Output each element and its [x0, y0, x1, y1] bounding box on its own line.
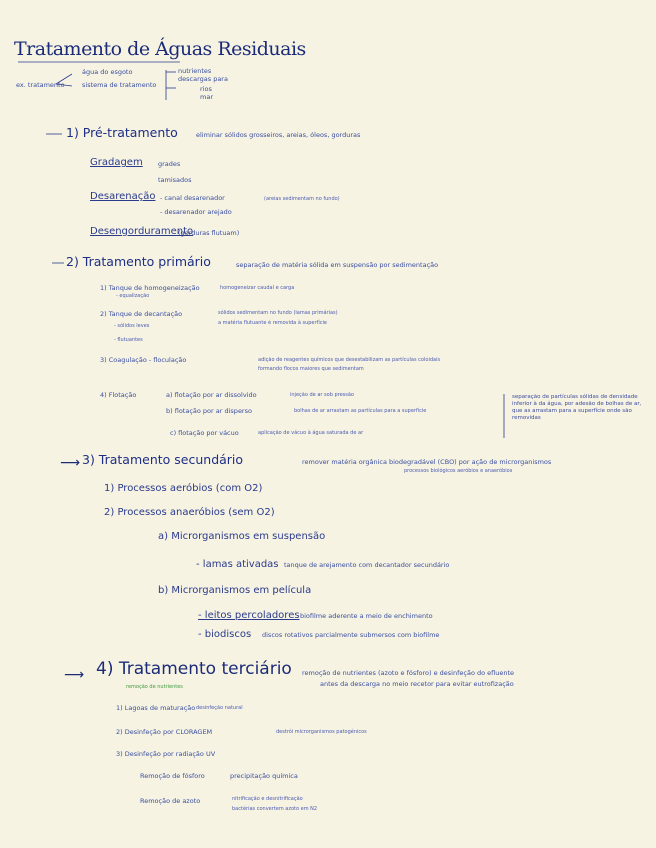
section-4-desc: remoção de nutrientes (azoto e fósforo) e desinfeção do efluente: [302, 669, 515, 677]
s2-item-4-b-desc: bolhas de ar arrastam as partículas para a superfície: [294, 408, 427, 414]
s4-r1-desc: precipitação química: [230, 772, 298, 780]
section-1-heading: 1) Pré-tratamento: [66, 125, 178, 140]
s2-item-2: 2) Tanque de decantação: [100, 310, 183, 318]
s2-item-1-sub: - equalização: [116, 293, 150, 299]
s2-item-1-desc: homogeneizar caudal e carga: [220, 285, 295, 291]
s4-l3: 3) Desinfeção por radiação UV: [116, 750, 216, 758]
section-1-desc: eliminar sólidos grosseiros, areias, óleos, gorduras: [196, 131, 361, 139]
legend-left: ex. tratamento: [16, 81, 65, 89]
legend-b: sistema de tratamento: [82, 81, 157, 89]
s1-tamisados: tamisados: [158, 176, 192, 184]
s2-item-4-a: a) flotação por ar dissolvido: [166, 391, 257, 399]
s3-a1-desc: tanque de arejamento com decantador secundário: [284, 561, 450, 569]
s2-item-1: 1) Tanque de homogeneização: [100, 284, 200, 292]
s2-item-4-a-desc: injeção de ar sob pressão: [290, 392, 354, 398]
section-4-sub: remoção de nutrientes: [126, 684, 183, 690]
page-title: Tratamento de Águas Residuais: [14, 38, 306, 60]
s3-b2: - biodiscos: [198, 629, 252, 640]
s1-desarenacao: Desarenação: [90, 191, 156, 202]
s4-l2-desc: destrói microrganismos patogénicos: [276, 729, 367, 735]
s4-r1: Remoção de fósforo: [140, 772, 205, 780]
section-2-heading: 2) Tratamento primário: [66, 254, 211, 269]
s2-item-2-desc: sólidos sedimentam no fundo (lamas primárias): [218, 310, 338, 316]
s1-canal-desc: (areias sedimentam no fundo): [264, 196, 340, 202]
legend-d: descargas para: [178, 75, 228, 83]
s1-grades: grades: [158, 160, 181, 168]
s3-b: b) Microrganismos em película: [158, 585, 312, 596]
legend-a: água do esgoto: [82, 68, 133, 76]
legend-f: mar: [200, 93, 213, 101]
s4-r2: Remoção de azoto: [140, 797, 201, 805]
section-4-desc2: antes da descarga no meio recetor para evitar eutrofização: [320, 680, 514, 688]
s4-l1: 1) Lagoas de maturação: [116, 704, 196, 712]
s1-canal: - canal desarenador: [160, 194, 225, 202]
s4-r2-desc: nitrificação e desnitrificação: [232, 796, 303, 802]
section-3-heading: 3) Tratamento secundário: [82, 452, 244, 467]
s3-a1: - lamas ativadas: [196, 559, 279, 570]
arrow-3: ⟶: [60, 455, 81, 471]
s1-desengorduramento: Desengorduramento: [90, 226, 194, 237]
s2-item-4: 4) Flotação: [100, 391, 137, 399]
s2-item-3-desc: adição de reagentes químicos que desestabilizam as partículas coloidais: [258, 357, 441, 363]
s2-item-3: 3) Coagulação - floculação: [100, 356, 187, 364]
arrow-4: ⟶: [64, 667, 85, 683]
s2-item-2-desc2: a matéria flutuante é removida à superfície: [218, 320, 327, 326]
section-3-desc2: processos biológicos aeróbios e anaeróbios: [404, 468, 513, 474]
s2-item-4-c: c) flotação por vácuo: [170, 429, 239, 437]
s1-arejado: - desarenador arejado: [160, 208, 232, 216]
s1-gorduras: (gorduras flutuam): [178, 229, 240, 237]
s2-item-2-b: - flutuantes: [114, 337, 143, 343]
s4-l1-desc: desinfeção natural: [196, 705, 243, 711]
s3-b1-desc: biofilme aderente a meio de enchimento: [300, 612, 433, 620]
s3-b2-desc: discos rotativos parcialmente submersos com biofilme: [262, 631, 440, 639]
s2-item-2-a: - sólidos leves: [114, 323, 150, 329]
s2-item-3-desc2: formando flocos maiores que sedimentam: [258, 366, 364, 372]
legend-e: rios: [200, 85, 212, 93]
section-3-desc: remover matéria orgânica biodegradável (CBO) por ação de microrganismos: [302, 458, 552, 466]
s4-r2-desc2: bactérias convertem azoto em N2: [232, 806, 318, 812]
s2-flotation-note: separação de partículas sólidas de densidade inferior à da água, por adesão de bolhas de ar, que as arrastam para a superfície onde são removidas: [512, 394, 642, 421]
s3-b1: - leitos percoladores: [198, 610, 300, 621]
s4-l2: 2) Desinfeção por CLORAGEM: [116, 728, 213, 736]
s2-item-4-c-desc: aplicação de vácuo à água saturada de ar: [258, 430, 364, 436]
s3-p1: 1) Processos aeróbios (com O2): [104, 483, 263, 494]
section-2-desc: separação de matéria sólida em suspensão por sedimentação: [236, 261, 439, 269]
legend-c: nutrientes: [178, 67, 212, 75]
section-4-heading: 4) Tratamento terciário: [96, 659, 292, 679]
s1-gradagem: Gradagem: [90, 157, 143, 168]
s3-p2: 2) Processos anaeróbios (sem O2): [104, 507, 275, 518]
s2-item-4-b: b) flotação por ar disperso: [166, 407, 252, 415]
s3-a: a) Microrganismos em suspensão: [158, 531, 326, 542]
